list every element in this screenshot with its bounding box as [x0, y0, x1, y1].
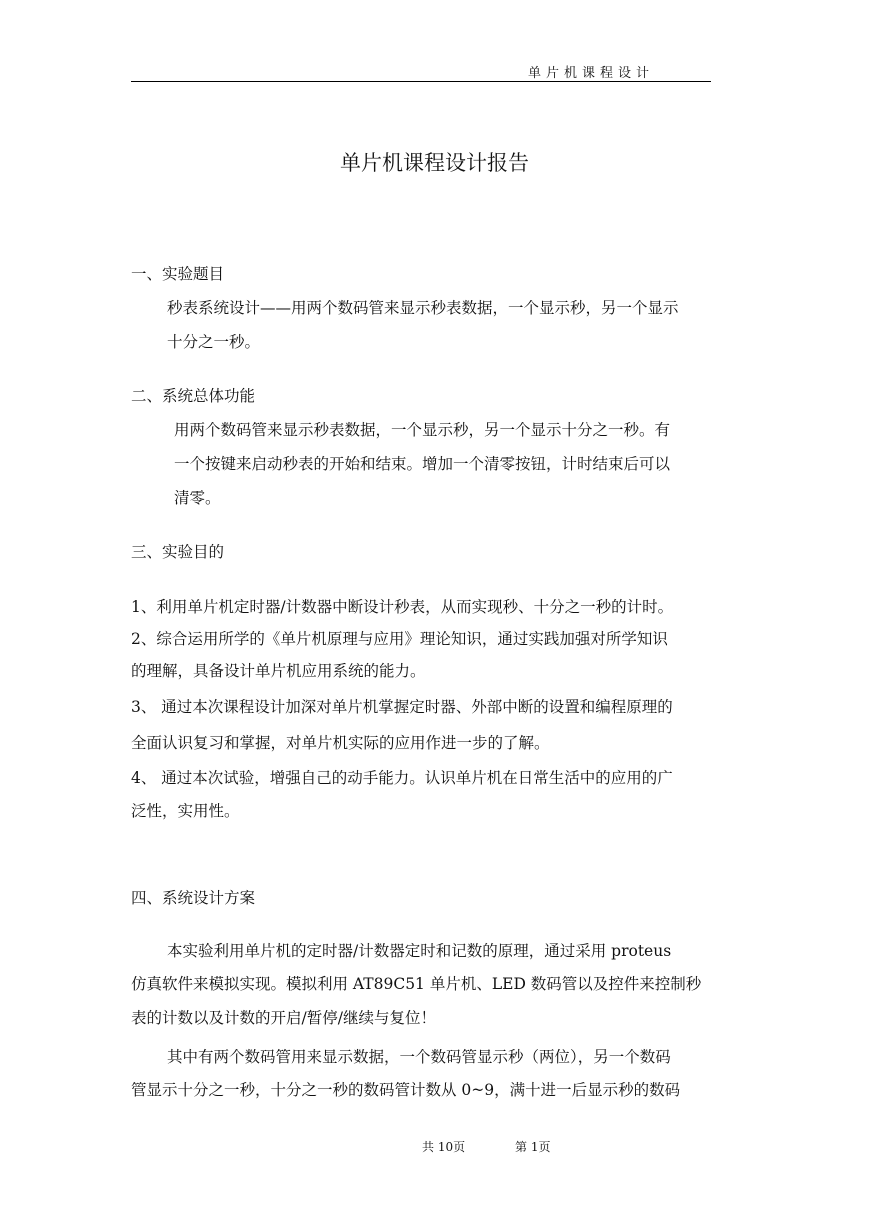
section-1-line: 秒表系统设计——用两个数码管来显示秒表数据，一个显示秒，另一个显示: [167, 299, 679, 317]
section-4-line: 表的计数以及计数的开启/暂停/继续与复位！: [131, 1009, 436, 1027]
section-3-line: 1、利用单片机定时器/计数器中断设计秒表，从而实现秒、十分之一秒的计时。: [131, 598, 674, 616]
section-heading-4: 四、系统设计方案: [131, 889, 256, 907]
section-3-line: 全面认识复习和掌握，对单片机实际的应用作进一步的了解。: [131, 734, 550, 752]
section-heading-3: 三、实验目的: [131, 543, 225, 561]
section-1-line: 十分之一秒。: [167, 333, 261, 351]
running-header: 单片机课程设计: [528, 66, 655, 81]
document-title: 单片机课程设计报告: [340, 151, 529, 175]
section-3-line: 泛性，实用性。: [131, 802, 240, 820]
section-3-line: 的理解，具备设计单片机应用系统的能力。: [131, 662, 426, 680]
section-3-line: 3、 通过本次课程设计加深对单片机掌握定时器、外部中断的设置和编程原理的: [131, 698, 673, 716]
section-heading-1: 一、实验题目: [131, 265, 225, 283]
section-heading-2: 二、系统总体功能: [131, 387, 256, 405]
section-2-line: 用两个数码管来显示秒表数据，一个显示秒，另一个显示十分之一秒。有: [174, 421, 671, 439]
section-2-line: 清零。: [174, 489, 221, 507]
section-3-line: 2、综合运用所学的《单片机原理与应用》理论知识，通过实践加强对所学知识: [131, 630, 668, 648]
section-4-line: 仿真软件来模拟实现。模拟利用 AT89C51 单片机、LED 数码管以及控件来控制秒: [131, 975, 702, 993]
footer-current-page: 第 1页: [515, 1140, 551, 1154]
section-4-line: 本实验利用单片机的定时器/计数器定时和记数的原理，通过采用 proteus: [167, 942, 672, 960]
section-4-line: 管显示十分之一秒，十分之一秒的数码管计数从 0~9，满十进一后显示秒的数码: [131, 1081, 681, 1099]
section-4-line: 其中有两个数码管用来显示数据，一个数码管显示秒（两位），另一个数码: [167, 1048, 671, 1066]
header-rule: [131, 81, 711, 82]
footer-total-pages: 共 10页: [422, 1140, 466, 1154]
section-3-line: 4、 通过本次试验，增强自己的动手能力。认识单片机在日常生活中的应用的广: [131, 769, 673, 787]
section-2-line: 一个按键来启动秒表的开始和结束。增加一个清零按钮，计时结束后可以: [174, 455, 671, 473]
